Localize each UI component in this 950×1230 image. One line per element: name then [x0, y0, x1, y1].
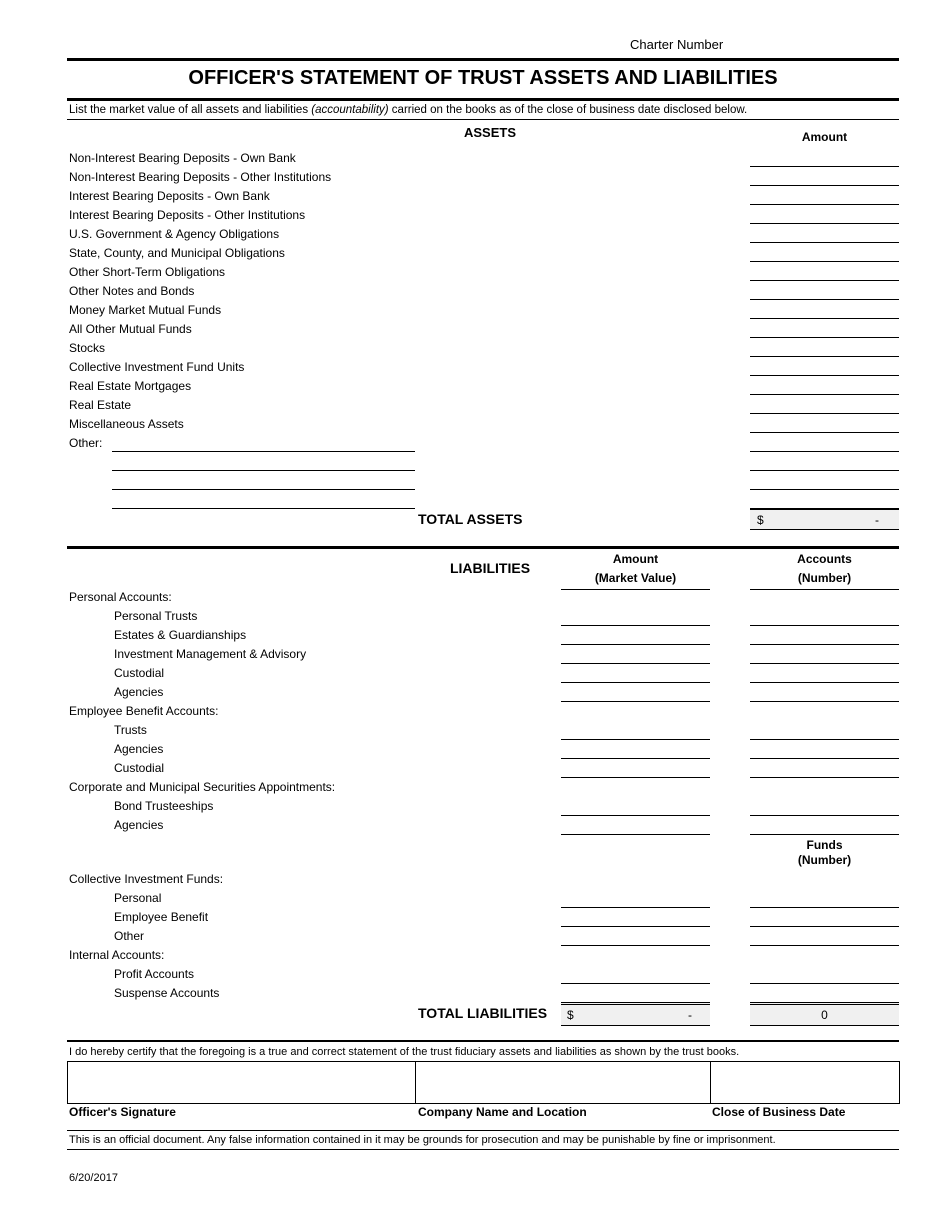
employee-number-input[interactable]: [750, 739, 899, 740]
asset-amount-input[interactable]: [750, 166, 899, 167]
internal-item-label: Profit Accounts: [114, 967, 195, 981]
personal-item-label: Investment Management & Advisory: [114, 647, 307, 661]
amount-header: Amount: [612, 552, 659, 566]
corporate-number-input[interactable]: [750, 834, 899, 835]
employee-amount-input[interactable]: [561, 758, 710, 759]
asset-amount-input[interactable]: [750, 432, 899, 433]
corporate-item-label: Bond Trusteeships: [114, 799, 214, 813]
total-liabilities-label: TOTAL LIABILITIES: [418, 1005, 548, 1021]
other-asset-writein[interactable]: [112, 489, 415, 490]
asset-amount-input[interactable]: [750, 261, 899, 262]
charter-number-label: Charter Number: [630, 37, 724, 52]
employee-number-input[interactable]: [750, 758, 899, 759]
asset-amount-input[interactable]: [750, 318, 899, 319]
warning-bottom-rule: [67, 1149, 899, 1150]
total-assets-label: TOTAL ASSETS: [418, 511, 523, 527]
internal-number-input[interactable]: [750, 983, 899, 984]
certification-rule: [67, 1040, 899, 1042]
company-name-label: Company Name and Location: [418, 1105, 587, 1119]
instructions: List the market value of all assets and liabilities (accountability) carried on the books as of the close of business date disclosed below.: [69, 104, 748, 116]
corporate-number-input[interactable]: [750, 815, 899, 816]
personal-item-label: Personal Trusts: [114, 609, 198, 623]
personal-amount-input[interactable]: [561, 701, 710, 702]
collective-number-input[interactable]: [750, 945, 899, 946]
close-of-business-date-field[interactable]: [711, 1062, 899, 1103]
close-date-label: Close of Business Date: [712, 1105, 846, 1119]
title-top-rule: [67, 58, 899, 61]
asset-item-label: Other Short-Term Obligations: [69, 265, 226, 279]
personal-item-label: Estates & Guardianships: [114, 628, 247, 642]
internal-amount-input[interactable]: [561, 983, 710, 984]
asset-item-label: Other:: [69, 436, 103, 450]
asset-amount-input[interactable]: [750, 299, 899, 300]
employee-item-label: Agencies: [114, 742, 164, 756]
accounts-header-rule: [750, 589, 899, 590]
asset-item-label: Money Market Mutual Funds: [69, 303, 222, 317]
internal-item-label: Suspense Accounts: [114, 986, 220, 1000]
employee-amount-input[interactable]: [561, 739, 710, 740]
asset-item-label: Other Notes and Bonds: [69, 284, 195, 298]
funds-number-header: (Number): [797, 853, 852, 867]
accounts-header: Accounts: [797, 552, 852, 566]
employee-amount-input[interactable]: [561, 777, 710, 778]
liabilities-top-rule: [67, 546, 899, 549]
footer-date: 6/20/2017: [69, 1172, 118, 1184]
asset-amount-input[interactable]: [750, 337, 899, 338]
asset-item-label: Real Estate: [69, 398, 132, 412]
amount-header-rule: [561, 589, 710, 590]
personal-number-input[interactable]: [750, 682, 899, 683]
corporate-amount-input[interactable]: [561, 815, 710, 816]
warning-top-rule: [67, 1130, 899, 1131]
total-liabilities-number: 0: [821, 1008, 828, 1022]
total-liabilities-number-field: [750, 1002, 899, 1026]
total-assets-value: -: [875, 513, 879, 527]
asset-item-label: Real Estate Mortgages: [69, 379, 192, 393]
collective-item-label: Personal: [114, 891, 162, 905]
asset-item-label: Collective Investment Fund Units: [69, 360, 245, 374]
asset-amount-input[interactable]: [750, 223, 899, 224]
asset-item-label: U.S. Government & Agency Obligations: [69, 227, 280, 241]
employee-number-input[interactable]: [750, 777, 899, 778]
asset-amount-input[interactable]: [750, 394, 899, 395]
instructions-rule: [67, 119, 899, 120]
collective-item-label: Other: [114, 929, 145, 943]
corporate-amount-input[interactable]: [561, 834, 710, 835]
employee-group-label: Employee Benefit Accounts:: [69, 704, 219, 718]
collective-number-input[interactable]: [750, 907, 899, 908]
personal-number-input[interactable]: [750, 663, 899, 664]
personal-number-input[interactable]: [750, 701, 899, 702]
market-value-header: (Market Value): [594, 571, 677, 585]
asset-amount-input[interactable]: [750, 413, 899, 414]
asset-amount-header: Amount: [801, 130, 848, 144]
asset-item-label: All Other Mutual Funds: [69, 322, 192, 336]
asset-amount-input[interactable]: [750, 470, 899, 471]
asset-amount-input[interactable]: [750, 242, 899, 243]
asset-item-label: Miscellaneous Assets: [69, 417, 184, 431]
title-bottom-rule: [67, 98, 899, 101]
collective-number-input[interactable]: [750, 926, 899, 927]
funds-header: Funds: [806, 838, 843, 852]
asset-amount-input[interactable]: [750, 204, 899, 205]
total-assets-currency: $: [757, 513, 764, 527]
internal-group-label: Internal Accounts:: [69, 948, 165, 962]
total-assets-field: [750, 509, 899, 530]
asset-amount-input[interactable]: [750, 451, 899, 452]
asset-item-label: State, County, and Municipal Obligations: [69, 246, 285, 260]
total-liabilities-amount-field: [561, 1002, 710, 1026]
officer-signature-field[interactable]: [68, 1062, 416, 1103]
personal-item-label: Agencies: [114, 685, 164, 699]
asset-item-label: Non-Interest Bearing Deposits - Other Institutions: [69, 170, 332, 184]
personal-number-input[interactable]: [750, 625, 899, 626]
asset-item-label: Non-Interest Bearing Deposits - Own Bank: [69, 151, 296, 165]
other-asset-writein[interactable]: [112, 470, 415, 471]
asset-item-label: Stocks: [69, 341, 106, 355]
asset-amount-input[interactable]: [750, 280, 899, 281]
asset-item-label: Interest Bearing Deposits - Own Bank: [69, 189, 270, 203]
personal-amount-input[interactable]: [561, 625, 710, 626]
employee-item-label: Custodial: [114, 761, 165, 775]
personal-amount-input[interactable]: [561, 663, 710, 664]
personal-item-label: Custodial: [114, 666, 165, 680]
warning-text: This is an official document. Any false information contained in it may be grounds for prosecution and may be punishable by fine or imprisonment.: [69, 1134, 776, 1146]
total-liabilities-amount: -: [688, 1008, 692, 1022]
officer-signature-label: Officer's Signature: [69, 1105, 176, 1119]
collective-item-label: Employee Benefit: [114, 910, 209, 924]
signature-box-row: [67, 1061, 900, 1104]
page-title: OFFICER'S STATEMENT OF TRUST ASSETS AND LIABILITIES: [188, 67, 778, 89]
total-liabilities-currency: $: [567, 1008, 574, 1022]
collective-group-label: Collective Investment Funds:: [69, 872, 224, 886]
collective-amount-input[interactable]: [561, 926, 710, 927]
corporate-item-label: Agencies: [114, 818, 164, 832]
asset-item-label: Interest Bearing Deposits - Other Institutions: [69, 208, 306, 222]
personal-amount-input[interactable]: [561, 644, 710, 645]
personal-number-input[interactable]: [750, 644, 899, 645]
liabilities-heading: LIABILITIES: [449, 560, 531, 576]
collective-amount-input[interactable]: [561, 945, 710, 946]
employee-item-label: Trusts: [114, 723, 147, 737]
company-name-field[interactable]: [416, 1062, 711, 1103]
asset-amount-input[interactable]: [750, 489, 899, 490]
other-asset-writein[interactable]: [112, 451, 415, 452]
asset-amount-input[interactable]: [750, 356, 899, 357]
assets-heading: ASSETS: [463, 125, 516, 140]
personal-amount-input[interactable]: [561, 682, 710, 683]
personal-group-label: Personal Accounts:: [69, 590, 172, 604]
collective-amount-input[interactable]: [561, 907, 710, 908]
asset-amount-input[interactable]: [750, 375, 899, 376]
certification-statement: I do hereby certify that the foregoing is a true and correct statement of the trust fiduciary assets and liabilities as shown by the trust books.: [69, 1046, 740, 1058]
asset-amount-input[interactable]: [750, 185, 899, 186]
other-asset-writein[interactable]: [112, 508, 415, 509]
accounts-number-header: (Number): [797, 571, 852, 585]
corporate-group-label: Corporate and Municipal Securities Appointments:: [69, 780, 336, 794]
